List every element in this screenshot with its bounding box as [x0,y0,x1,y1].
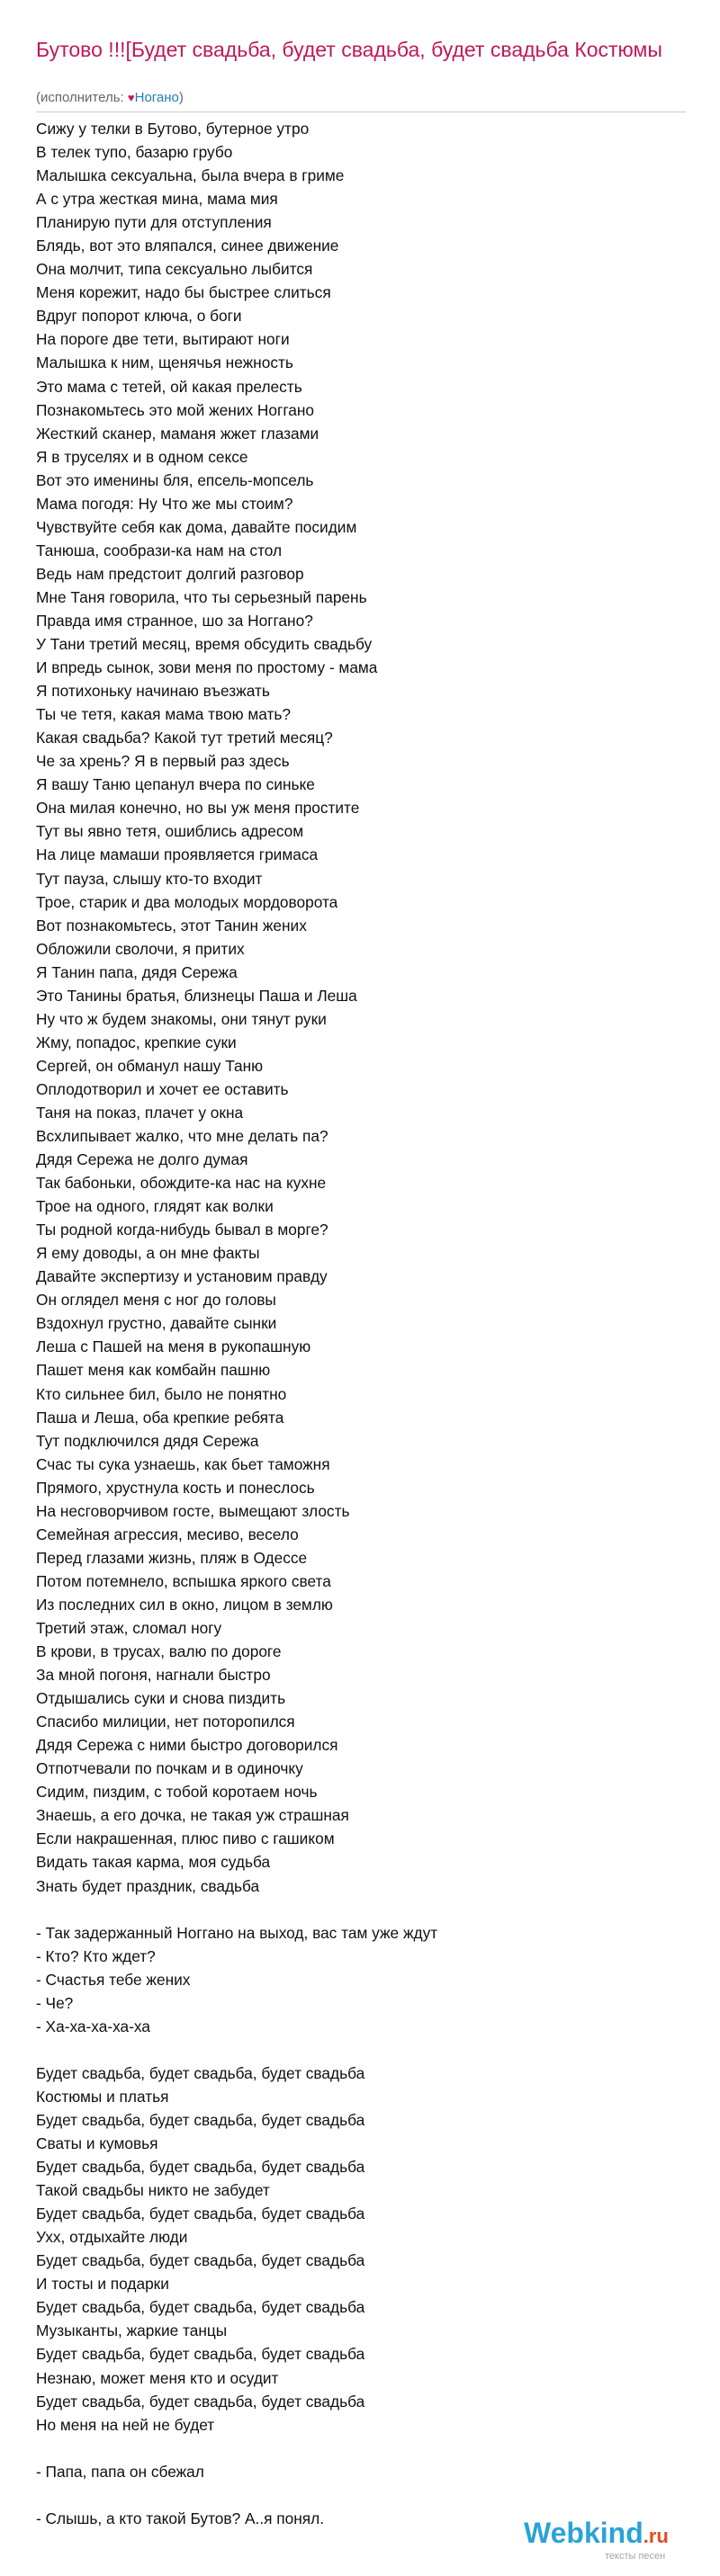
lyric-line: Отдышались суки и снова пиздить [36,1689,286,1708]
lyric-line: Ну что ж будем знакомы, они тянут руки [36,1009,327,1028]
lyric-line: - Так задержанный Ноггано на выход, вас там уже ждут [36,1923,438,1942]
lyric-line: Давайте экспертизу и установим правду [36,1267,328,1286]
lyric-line: Но меня на ней не будет [36,2415,215,2434]
lyric-line: Музыканты, жаркие танцы [36,2321,228,2340]
lyric-line: Малышка к ним, щенячья нежность [36,353,293,372]
performer-link[interactable]: Ногано [134,90,179,105]
lyric-line: Всхлипывает жалко, что мне делать па? [36,1127,328,1146]
lyric-line: Отпотчевали по почкам и в одиночку [36,1759,303,1778]
lyric-line: Ухх, отдыхайте люди [36,2228,188,2247]
logo-subtitle: тексты песен [605,2551,666,2562]
lyric-line: Чувствуйте себя как дома, давайте посидим [36,517,357,536]
lyric-line: Ты че тетя, какая мама твою мать? [36,705,292,724]
lyric-line: Я ему доводы, а он мне факты [36,1244,260,1263]
lyric-line: На пороге две тети, вытирают ноги [36,330,290,349]
lyric-line: Будет свадьба, будет свадьба, будет свадьба [36,2298,365,2317]
lyric-line: Будет свадьба, будет свадьба, будет свадьба [36,2392,365,2411]
lyric-line: - Папа, папа он сбежал [36,2462,204,2481]
performer-line [36,90,184,105]
lyric-line: Спасибо милиции, нет поторопился [36,1713,295,1731]
lyric-line: Так бабоньки, обождите-ка нас на кухне [36,1174,327,1193]
lyric-line: Будет свадьба, будет свадьба, будет свадьба [36,2345,365,2364]
lyric-line: Правда имя странное, шо за Ноггано? [36,611,313,630]
lyric-line: - Кто? Кто ждет? [36,1946,156,1965]
lyric-line: Трое, старик и два молодых мордоворота [36,892,338,911]
lyric-line: Перед глазами жизнь, пляж в Одессе [36,1548,308,1567]
lyric-line: Дядя Сережа не долго думая [36,1150,248,1169]
lyric-line: Сидим, пиздим, с тобой коротаем ночь [36,1783,318,1802]
lyric-line: - Че? [36,1993,74,2012]
lyric-line: Я вашу Таню цепанул вчера по синьке [36,775,315,794]
lyric-line: Жесткий сканер, маманя жжет глазами [36,424,320,443]
lyric-line: Вот это именины бля, епсель-мопсель [36,470,314,489]
lyric-line: Будет свадьба, будет свадьба, будет свадьба [36,2063,365,2082]
lyric-line: Сижу у телки в Бутово, бутерное утро [36,120,310,138]
lyric-line: Познакомьтесь это мой жених Ноггано [36,400,315,419]
performer-suffix: ) [178,90,184,105]
lyric-line: Паша и Леша, оба крепкие ребята [36,1408,284,1427]
lyric-line: Он оглядел меня с ног до головы [36,1291,276,1310]
lyric-line: На лице мамаши проявляется гримаса [36,845,319,864]
lyric-line: - Ха-ха-ха-ха-ха [36,2017,150,2035]
lyric-line: Сергей, он обманул нашу Таню [36,1056,264,1075]
lyric-line: Вот познакомьтесь, этот Танин жених [36,916,307,935]
lyric-line: Тут вы явно тетя, ошиблись адресом [36,822,304,841]
lyric-line: Она молчит, типа сексуально лыбится [36,260,313,279]
performer-prefix: (исполнитель: [36,90,124,105]
logo-wordmark: Webkind.ru [524,2517,669,2549]
lyric-line: Дядя Сережа с ними быстро договорился [36,1736,338,1755]
lyric-line: У Тани третий месяц, время обсудить свадьбу [36,635,373,654]
lyric-line: Потом потемнело, вспышка яркого света [36,1571,331,1590]
lyric-line: Будет свадьба, будет свадьба, будет свадьба [36,2158,365,2177]
song-title: Бутово !!![Будет свадьба, будет свадьба, будет свадьба Костюмы [36,38,662,61]
site-logo[interactable] [524,2517,704,2567]
lyric-line: Вдруг попорот ключа, о боги [36,307,242,326]
lyric-line: Тут пауза, слышу кто-то входит [36,869,263,888]
lyrics-text [36,117,684,2530]
lyric-line: Костюмы и платья [36,2087,169,2106]
lyric-line: Будет свадьба, будет свадьба, будет свадьба [36,2110,365,2129]
heart-icon: ♥ [127,91,135,104]
lyric-line: За мной погоня, нагнали быстро [36,1666,271,1685]
lyric-line: Малышка сексуальна, была вчера в гриме [36,166,345,185]
lyric-line: Она милая конечно, но вы уж меня простите [36,799,360,818]
lyric-line: Будет свадьба, будет свадьба, будет свадьба [36,2205,365,2223]
lyric-line: Третий этаж, сломал ногу [36,1619,222,1637]
lyric-line: Какая свадьба? Какой тут третий месяц? [36,729,333,747]
lyric-line: Обложили сволочи, я притих [36,939,245,958]
lyric-line: Жму, попадос, крепкие суки [36,1033,237,1051]
lyric-line: Мне Таня говорила, что ты серьезный парень [36,587,367,606]
lyric-line: Вздохнул грустно, давайте сынки [36,1314,277,1333]
lyric-line: А с утра жесткая мина, мама мия [36,190,278,209]
lyric-line: Танюша, сообрази-ка нам на стол [36,541,283,559]
lyric-line: Леша с Пашей на меня в рукопашную [36,1337,311,1356]
lyric-line: Оплодотворил и хочет ее оставить [36,1079,289,1098]
lyric-line: На несговорчивом госте, вымещают злость [36,1501,350,1520]
lyric-line: Пашет меня как комбайн пашню [36,1361,271,1380]
lyric-line: Прямого, хрустнула кость и понеслось [36,1478,315,1497]
lyric-line: Видать такая карма, моя судьба [36,1853,271,1872]
lyric-line: Мама погодя: Ну Что же мы стоим? [36,494,293,513]
lyric-line: Я потихоньку начинаю въезжать [36,682,270,701]
lyric-line: Семейная агрессия, месиво, весело [36,1525,299,1543]
lyric-line: Тут подключился дядя Сережа [36,1431,259,1450]
lyric-line: Че за хрень? Я в первый раз здесь [36,752,290,771]
lyric-line: Меня корежит, надо бы быстрее слиться [36,283,331,302]
lyric-line: Если накрашенная, плюс пиво с гашиком [36,1829,335,1848]
lyric-line: Это мама с тетей, ой какая прелесть [36,377,302,396]
lyric-line: Сваты и кумовья [36,2134,158,2153]
lyric-line: Кто сильнее бил, было не понятно [36,1384,287,1403]
lyric-line: - Счастья тебе жених [36,1970,191,1989]
lyric-line: Я в труселях и в одном сексе [36,447,248,466]
lyric-line: Из последних сил в окно, лицом в землю [36,1595,333,1614]
lyric-line: Будет свадьба, будет свадьба, будет свадьба [36,2251,365,2270]
lyric-line: В телек тупо, базарю грубо [36,143,233,162]
lyric-line [36,2038,684,2062]
lyric-line: Я Танин папа, дядя Сережа [36,962,238,981]
lyric-line: Таня на показ, плачет у окна [36,1103,244,1122]
lyric-line: Ты родной когда-нибудь бывал в морге? [36,1221,328,1239]
lyric-line: Счас ты сука узнаешь, как бьет таможня [36,1454,330,1473]
lyric-line: Такой свадьбы никто не забудет [36,2181,270,2200]
lyric-line [36,2483,684,2507]
lyric-line [36,1898,684,1921]
lyric-line: Это Танины братья, близнецы Паша и Леша [36,986,357,1005]
lyric-line: Знаешь, а его дочка, не такая уж страшная [36,1806,349,1825]
lyric-line: Знать будет праздник, свадьба [36,1876,260,1895]
lyric-line: Незнаю, может меня кто и осудит [36,2368,279,2387]
lyric-line [36,2437,684,2460]
lyric-line: Планирую пути для отступления [36,213,272,232]
lyric-line: В крови, в трусах, валю по дороге [36,1642,282,1661]
lyric-line: И тосты и подарки [36,2275,169,2294]
lyric-line: - Слышь, а кто такой Бутов? А..я понял. [36,2509,325,2527]
lyric-line: И впредь сынок, зови меня по простому - мама [36,658,378,677]
lyric-line: Блядь, вот это вляпался, синее движение [36,237,339,255]
lyric-line: Трое на одного, глядят как волки [36,1197,274,1216]
lyric-line: Ведь нам предстоит долгий разговор [36,564,304,583]
